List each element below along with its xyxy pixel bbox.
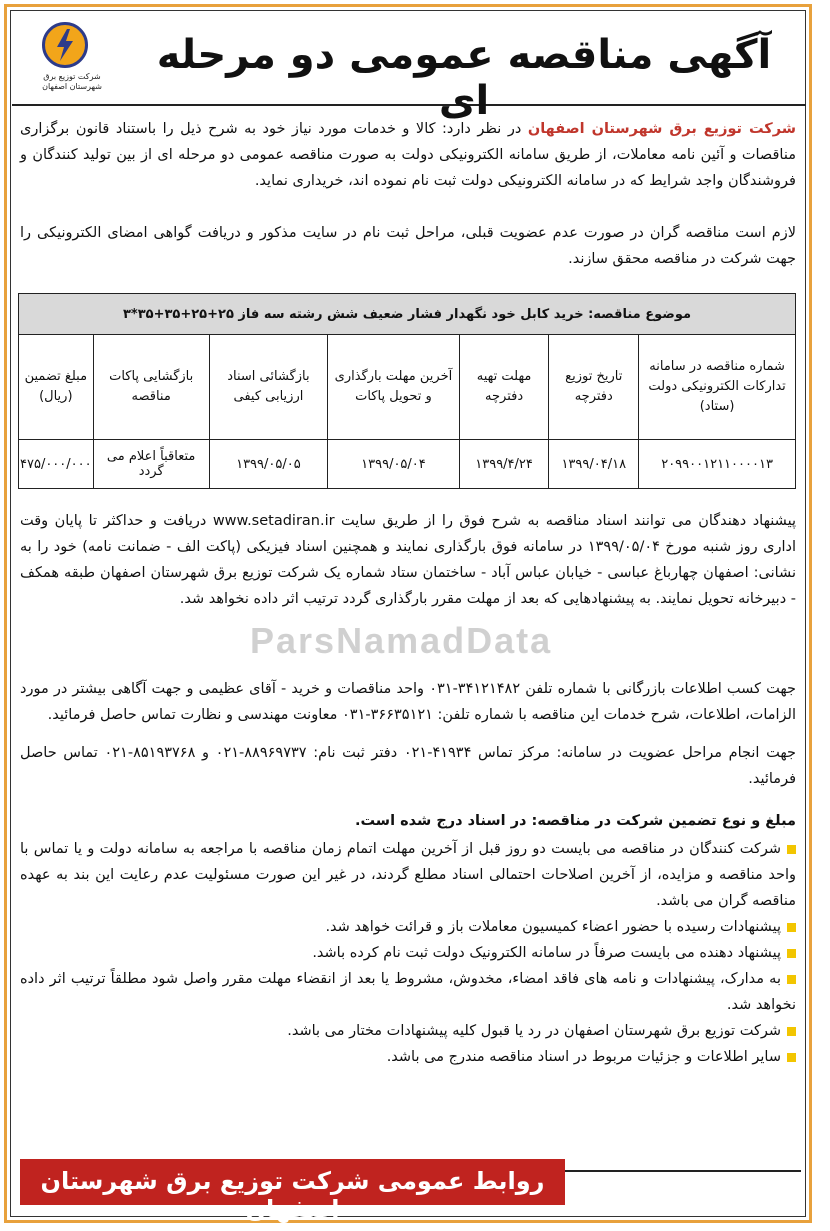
list-item xyxy=(20,940,796,966)
list-item-text: به مدارک، پیشنهادات و نامه های فاقد امضاء، مخدوش، مشروط یا بعد از انقضاء مهلت مقرر واصل شود مطلقاً ترتیب اثر داده نخواهد شد. xyxy=(20,971,796,1013)
tender-table xyxy=(18,293,796,489)
table-cell: ۱۳۹۹/۴/۲۴ xyxy=(459,440,549,489)
list-item xyxy=(20,966,796,1018)
guarantee-heading: مبلغ و نوع تضمین شرکت در مناقصه: در اسناد درج شده است. xyxy=(354,813,796,829)
column-header: بازگشایی پاکات مناقصه xyxy=(93,335,209,440)
logo-caption-line-2: شهرستان اصفهان xyxy=(42,82,102,91)
intro-requirement: لازم است مناقصه گران در صورت عدم عضویت قبلی، مراحل ثبت نام در سایت مذکور و دریافت گواهی امضای الکترونیکی را جهت شرکت در مناقصه محقق سازند. xyxy=(20,225,796,267)
footer-banner xyxy=(20,1159,565,1223)
list-item xyxy=(20,914,796,940)
company-logo xyxy=(22,18,122,98)
square-bullet-icon xyxy=(787,1027,796,1036)
intro-text: در نظر دارد: کالا و خدمات مورد نیاز خود به شرح ذیل را باستناد قانون برگزاری مناقصات و آئین نامه معاملات، از طریق سامانه الکترونیکی دولت به صورت مناقصه عمومی دو مرحله ای از بین تولید کنندگان و فروشندگان واجد شرایط که در سامانه الکترونیکی دولت ثبت نام نموده اند، خریداری نماید. xyxy=(20,121,796,189)
column-header: بازگشائی اسناد ارزیابی کیفی xyxy=(209,335,327,440)
list-item xyxy=(20,836,796,914)
table-cell: ۱۳۹۹/۰۴/۱۸ xyxy=(549,440,639,489)
table-cell: ۱۳۹۹/۰۵/۰۴ xyxy=(328,440,460,489)
body-paragraph-2: جهت کسب اطلاعات بازرگانی با شماره تلفن ۳۴۱۲۱۴۸۲-۰۳۱ واحد مناقصات و خرید - آقای عظیمی و جهت آگاهی بیشتر در مورد الزامات، اطلاعات، شرح خدمات این مناقصه با شماره تلفن: ۳۶۶۳۵۱۲۱-۰۳۱ معاونت مهندسی و نظارت تماس حاصل فرمائید. xyxy=(20,681,796,723)
list-item-text: شرکت کنندگان در مناقصه می بایست دو روز قبل از آخرین مهلت اتمام زمان مناقصه با مراجعه به سامانه دولت و یا تماس با واحد مناقصه و مزایده، از آخرین اصلاحات احتمالی اسناد مطلع گردند، در غیر این صورت مسئولیت عدم رعایت این بند به عهده مناقصه گران می باشد. xyxy=(20,841,796,909)
list-item-text: پیشنهادات رسیده با حضور اعضاء کمیسیون معاملات باز و قرائت خواهد شد. xyxy=(325,919,781,935)
square-bullet-icon xyxy=(787,923,796,932)
list-item xyxy=(20,1018,796,1044)
list-item-text: سایر اطلاعات و جزئیات مربوط در اسناد مناقصه مندرج می باشد. xyxy=(386,1049,781,1065)
watermark: ParsNamadData xyxy=(250,620,553,661)
column-header: شماره مناقصه در سامانه تدارکات الکترونیکی دولت (ستاد) xyxy=(639,335,796,440)
body-paragraph-1: پیشنهاد دهندگان می توانند اسناد مناقصه به شرح فوق را از طریق سایت www.setadiran.ir دریافت و حداکثر تا پایان وقت اداری روز شنبه مورخ ۱۳۹۹/۰۵/۰۴ در سامانه فوق بارگذاری نمایند و همچنین اسناد فیزیکی (پاکت الف - ضمانت نامه) خود را به نشانی: اصفهان چهارباغ عباسی - خیابان عباس آباد - ساختمان ستاد شماره یک شرکت توزیع برق شهرستان اصفهان طبقه همکف - دبیرخانه تحویل نمایند. به پیشنهادهایی که بعد از مهلت مقرر بارگذاری گردد ترتیب اثر داده نخواهد شد. xyxy=(20,513,796,607)
table-cell: ۱۳۹۹/۰۵/۰۵ xyxy=(209,440,327,489)
bullet-list xyxy=(20,836,796,1070)
square-bullet-icon xyxy=(787,1053,796,1062)
table-header-row xyxy=(19,335,796,440)
square-bullet-icon xyxy=(787,845,796,854)
footer-divider xyxy=(565,1170,801,1172)
header xyxy=(12,12,806,124)
square-bullet-icon xyxy=(787,949,796,958)
table-cell: متعاقباً اعلام می گردد xyxy=(93,440,209,489)
column-header: تاریخ توزیع دفترچه xyxy=(549,335,639,440)
column-header: مبلغ تضمین (ریال) xyxy=(19,335,94,440)
footer-text: روابط عمومی شرکت توزیع برق شهرستان اصفهان xyxy=(40,1167,545,1223)
column-header: آخرین مهلت بارگذاری و تحویل پاکات xyxy=(328,335,460,440)
company-name: شرکت توزیع برق شهرستان اصفهان xyxy=(527,121,797,137)
table-row xyxy=(19,440,796,489)
tender-subject: موضوع مناقصه: خرید کابل خود نگهدار فشار ضعیف شش رشته سه فاز ۲۵+۲۵+۳۵+۳۵*۳ xyxy=(19,294,796,335)
list-item-text: شرکت توزیع برق شهرستان اصفهان در رد یا قبول کلیه پیشنهادات مختار می باشد. xyxy=(287,1023,781,1039)
intro-paragraph xyxy=(20,116,796,194)
page-title: آگهی مناقصه عمومی دو مرحله ای xyxy=(156,32,772,124)
logo-caption xyxy=(22,72,122,92)
list-item-text: پیشنهاد دهنده می بایست صرفاً در سامانه الکترونیک دولت ثبت نام کرده باشد. xyxy=(312,945,781,961)
table-cell: ۲۰۹۹۰۰۱۲۱۱۰۰۰۰۱۳ xyxy=(639,440,796,489)
table-cell: ۴۷۵/۰۰۰/۰۰۰ xyxy=(19,440,94,489)
lightning-bolt-icon xyxy=(42,22,88,68)
square-bullet-icon xyxy=(787,975,796,984)
column-header: مهلت تهیه دفترچه xyxy=(459,335,549,440)
body-paragraph-3: جهت انجام مراحل عضویت در سامانه: مرکز تماس ۴۱۹۳۴-۰۲۱ دفتر ثبت نام: ۸۸۹۶۹۷۳۷-۰۲۱ و ۸۵۱۹۳۷۶۸-۰۲۱ تماس حاصل فرمائید. xyxy=(20,745,796,787)
list-item xyxy=(20,1044,796,1070)
logo-caption-line-1: شرکت توزیع برق xyxy=(43,72,101,81)
